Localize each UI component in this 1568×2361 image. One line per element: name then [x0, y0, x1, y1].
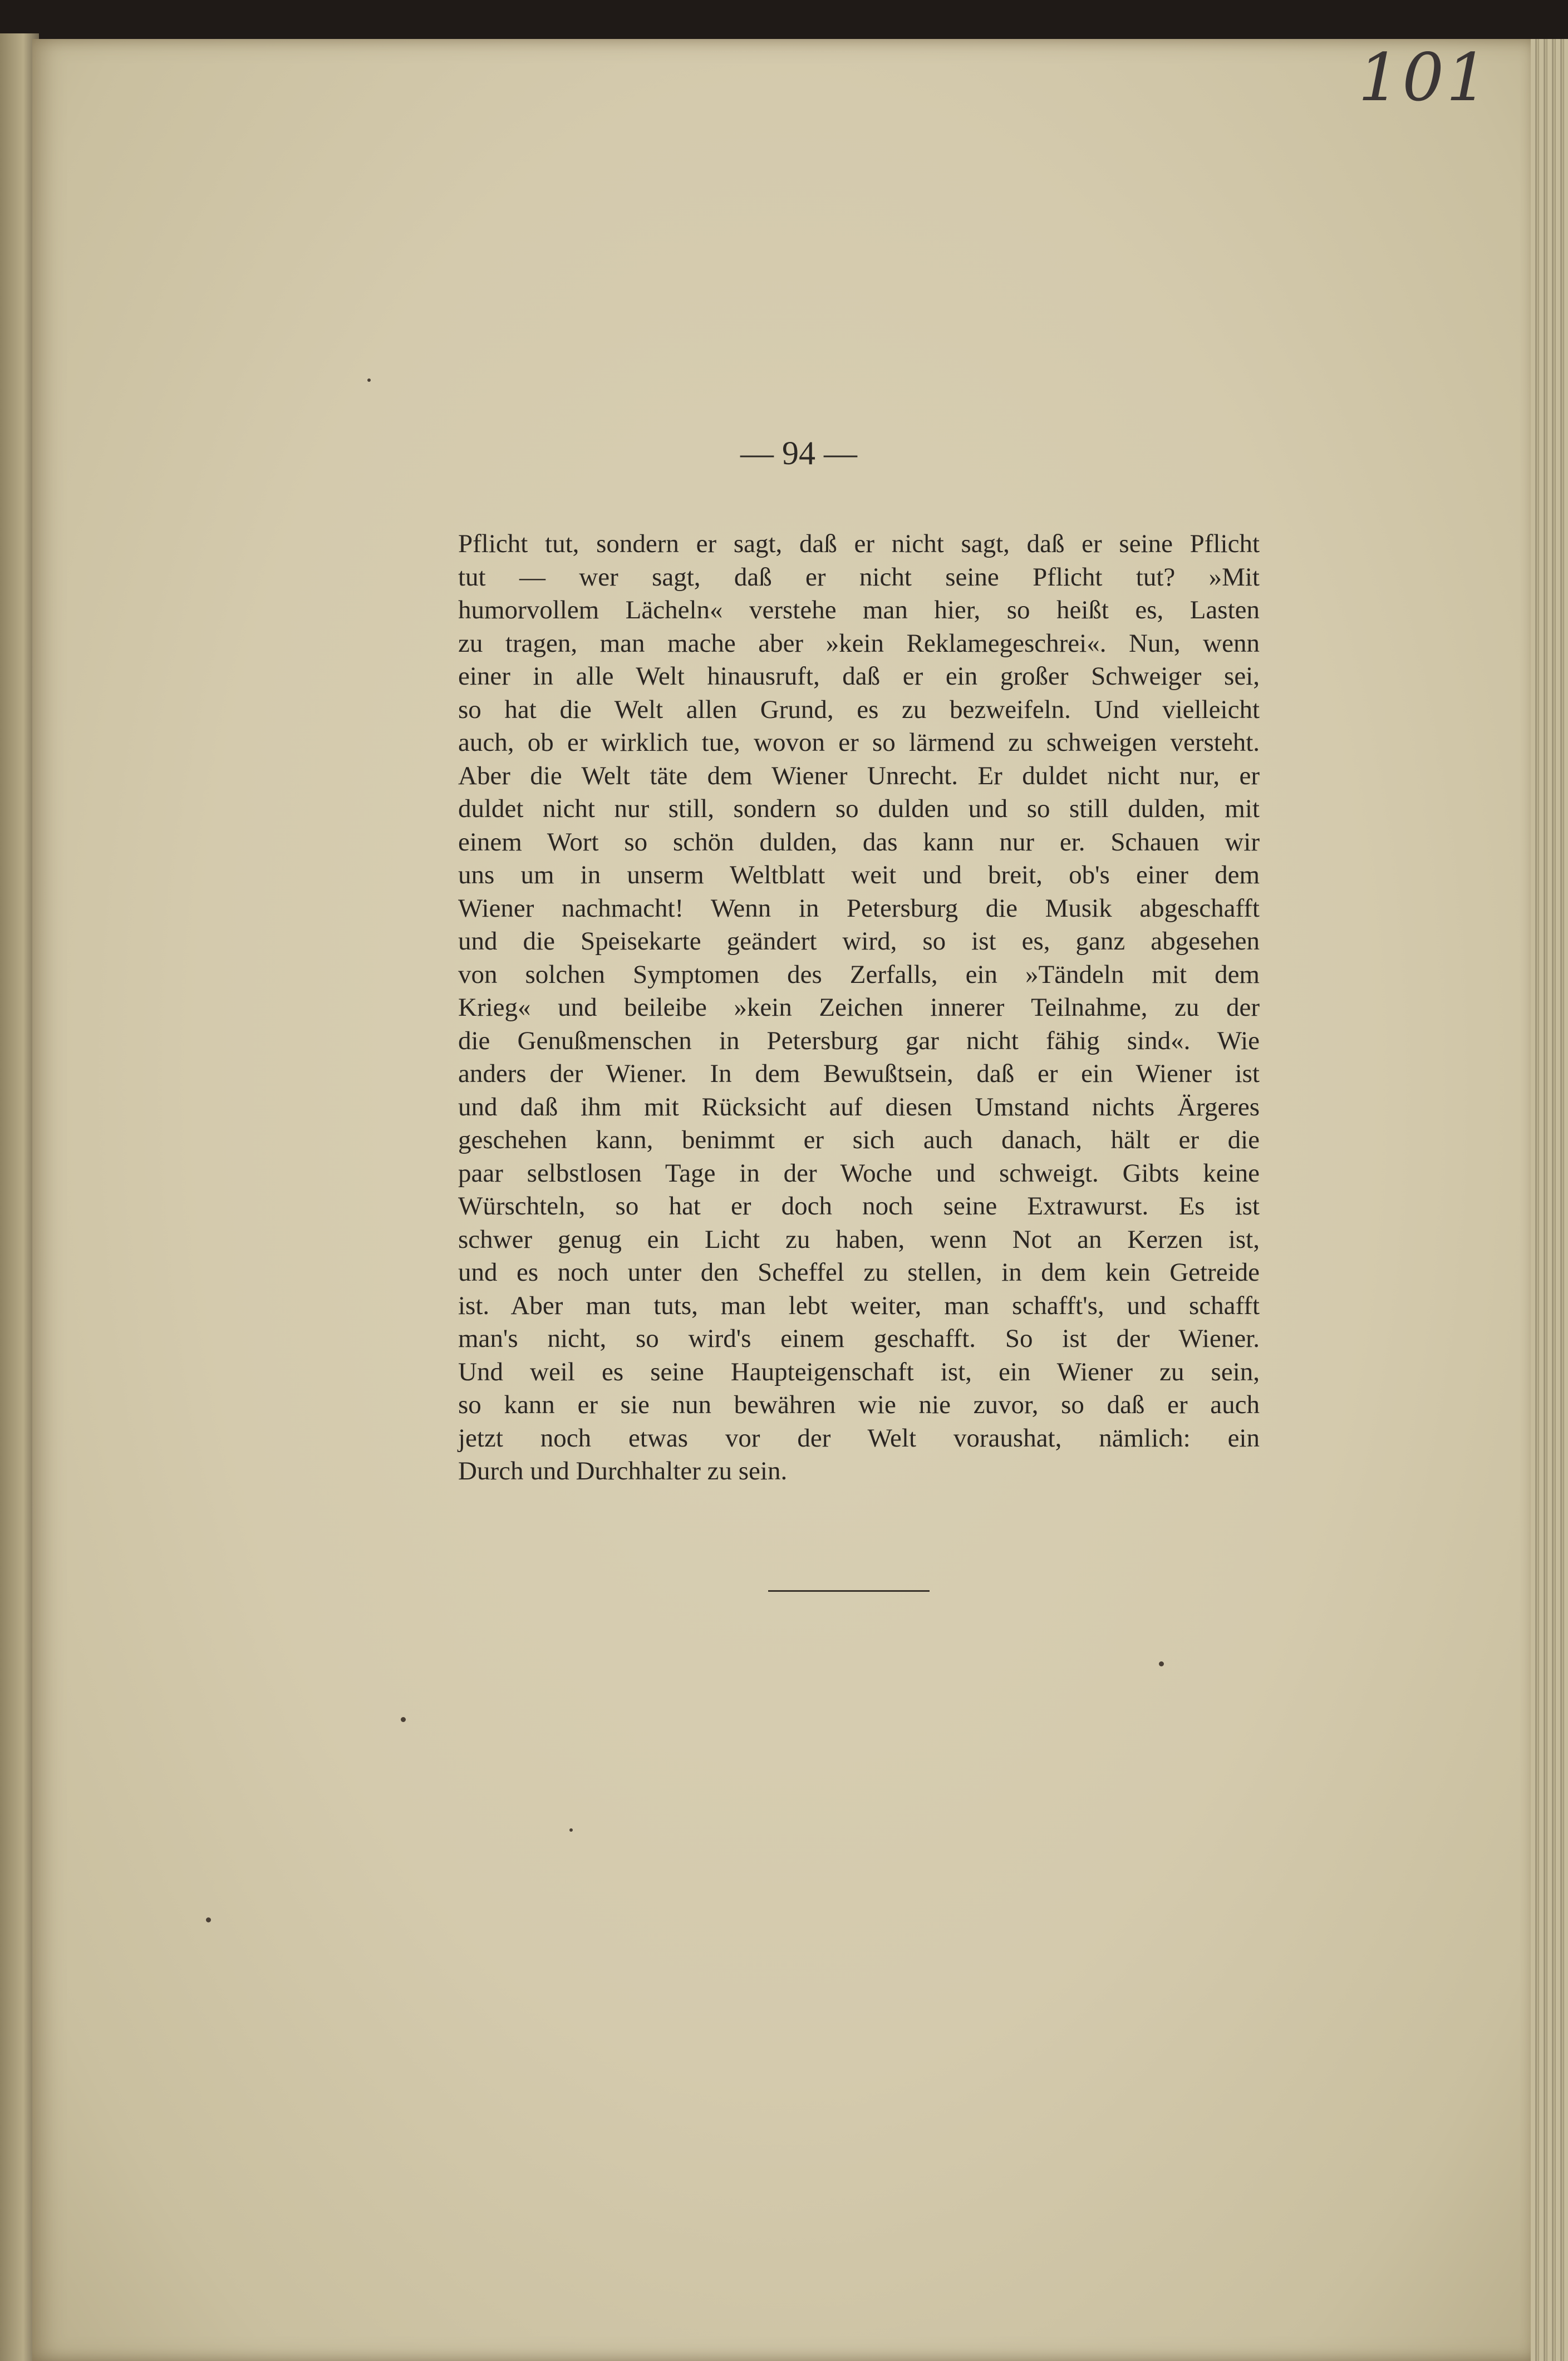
text-line: die Genußmenschen in Petersburg gar nicht fähig sind«. Wie	[458, 1026, 1260, 1055]
text-line: paar selbstlosen Tage in der Woche und schweigt. Gibts keine	[458, 1158, 1260, 1188]
text-line: humorvollem Lächeln« verstehe man hier, so heißt es, Lasten	[458, 596, 1260, 624]
body-text-block	[458, 528, 1260, 1488]
handwritten-archive-number: 101	[1358, 39, 1491, 116]
text-line: Krieg« und beileibe »kein Zeichen innerer Teilnahme, zu der	[458, 993, 1260, 1022]
text-line: Wiener nachmacht! Wenn in Petersburg die Musik abgeschafft	[458, 893, 1260, 923]
paper-speck	[401, 1717, 406, 1722]
text-line: geschehen kann, benimmt er sich auch danach, hält er die	[458, 1125, 1260, 1154]
text-line: so hat die Welt allen Grund, es zu bezweifeln. Und vielleicht	[458, 695, 1260, 724]
text-line: jetzt noch etwas vor der Welt voraushat, nämlich: ein	[458, 1423, 1260, 1453]
paper-speck	[1159, 1661, 1164, 1666]
text-line: einer in alle Welt hinausruft, daß er ein großer Schweiger sei,	[458, 662, 1260, 691]
text-line: Aber die Welt täte dem Wiener Unrecht. Er duldet nicht nur, er	[458, 761, 1260, 790]
text-line: duldet nicht nur still, sondern so dulden und so still dulden, mit	[458, 794, 1260, 823]
text-line: schwer genug ein Licht zu haben, wenn Not an Kerzen ist,	[458, 1224, 1260, 1254]
paper-speck	[569, 1828, 573, 1832]
paper-speck	[206, 1917, 211, 1922]
text-line: Würschteln, so hat er doch noch seine Extrawurst. Es ist	[458, 1192, 1260, 1221]
text-line: so kann er sie nun bewähren wie nie zuvor, so daß er auch	[458, 1390, 1260, 1419]
text-line: Pflicht tut, sondern er sagt, daß er nicht sagt, daß er seine Pflicht	[458, 529, 1260, 558]
text-line: auch, ob er wirklich tue, wovon er so lärmend zu schweigen versteht.	[458, 728, 1260, 757]
text-line: anders der Wiener. In dem Bewußtsein, daß er ein Wiener ist	[458, 1059, 1260, 1088]
text-line: uns um in unserm Weltblatt weit und breit, ob's einer dem	[458, 860, 1260, 889]
text-line: man's nicht, so wird's einem geschafft. So ist der Wiener.	[458, 1324, 1260, 1353]
text-line: Und weil es seine Haupteigenschaft ist, ein Wiener zu sein,	[458, 1357, 1260, 1386]
page-stack-edges	[1531, 39, 1568, 2361]
text-line: tut — wer sagt, daß er nicht seine Pflicht tut? »Mit	[458, 562, 1260, 592]
paper-speck	[367, 378, 371, 382]
text-line: und daß ihm mit Rücksicht auf diesen Umstand nichts Ärgeres	[458, 1092, 1260, 1122]
text-line: von solchen Symptomen des Zerfalls, ein »Tändeln mit dem	[458, 960, 1260, 989]
text-line: zu tragen, man mache aber »kein Reklamegeschrei«. Nun, wenn	[458, 628, 1260, 658]
page-number-header: — 94 —	[740, 435, 857, 471]
text-line: und die Speisekarte geändert wird, so ist es, ganz abgesehen	[458, 927, 1260, 956]
text-line: einem Wort so schön dulden, das kann nur er. Schauen wir	[458, 827, 1260, 857]
text-line: und es noch unter den Scheffel zu stellen, in dem kein Getreide	[458, 1258, 1260, 1287]
text-line: ist. Aber man tuts, man lebt weiter, man schafft's, und schafft	[458, 1291, 1260, 1320]
closing-rule	[768, 1590, 930, 1592]
text-line: Durch und Durchhalter zu sein.	[458, 1457, 788, 1486]
